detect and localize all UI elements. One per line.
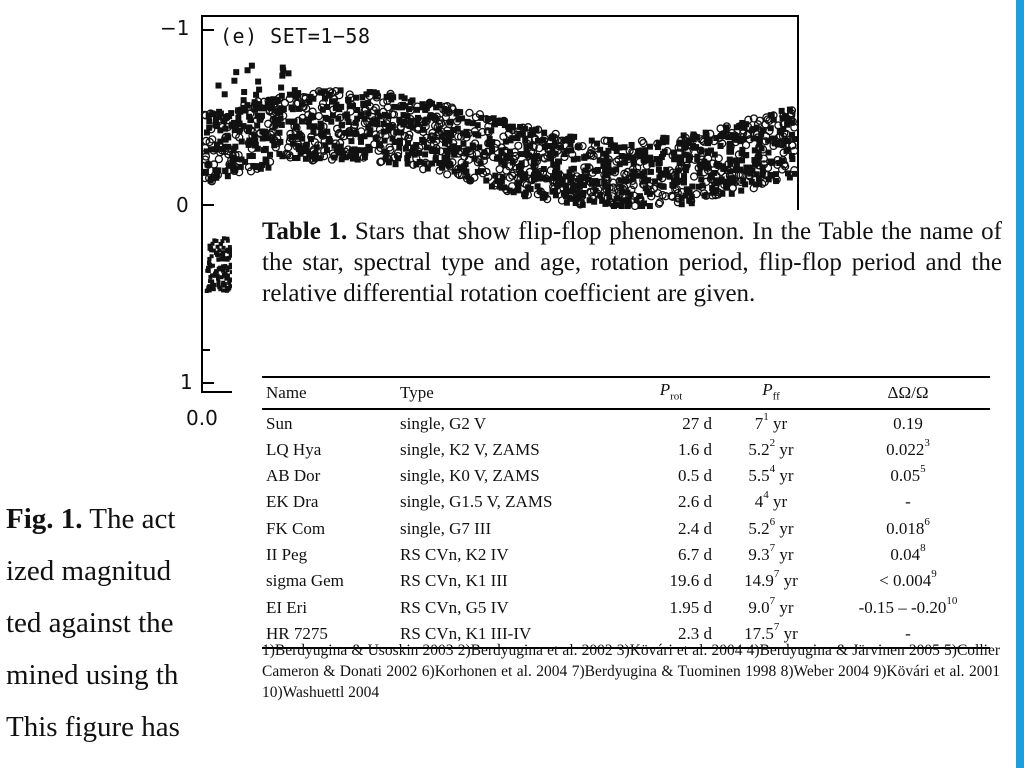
table-row <box>262 568 990 594</box>
cell-name: FK Com <box>266 518 326 538</box>
cell-prot: 19.6 d <box>669 571 712 591</box>
table-card <box>232 210 1016 768</box>
cell-prot: 0.5 d <box>678 466 712 486</box>
figure-caption-label: Fig. 1. <box>6 503 83 535</box>
cell-diff-rot: 0.19 <box>893 413 923 433</box>
cell-type: RS CVn, K1 III <box>400 571 508 591</box>
table-caption <box>262 216 1002 309</box>
panel-label: (e) SET=1−58 <box>220 24 371 48</box>
cell-type: RS CVn, K2 IV <box>400 545 509 565</box>
figure-caption-line: ized magnitud <box>6 555 172 587</box>
x-tick-label-0: 0.0 <box>186 406 218 430</box>
cell-prot: 27 d <box>682 413 712 433</box>
cell-diff-rot: 0.018$^6$ <box>886 515 930 538</box>
figure-caption-line: ted against the <box>6 607 174 639</box>
cell-type: single, G2 V <box>400 413 487 433</box>
table-header-row <box>262 377 990 409</box>
y-tick-label-1: 1 <box>180 370 193 394</box>
col-header-name: Name <box>262 377 396 409</box>
cell-type: single, G1.5 V, ZAMS <box>400 492 553 512</box>
cell-diff-rot: < $0.004^9$ <box>879 568 937 591</box>
table-caption-label: Table 1. <box>262 218 348 245</box>
cell-name: LQ Hya <box>266 439 322 459</box>
table-caption-text: Stars that show flip-flop phenomenon. In the Table the name of the star, spectral type and age, rotation period, flip-flop period and the relative differential rotation coefficient are given. <box>262 218 1002 307</box>
table-row <box>262 542 990 568</box>
cell-pff: $5.2^6$ yr <box>748 515 794 538</box>
cell-pff: $9.3^7$ yr <box>748 542 794 565</box>
table-row <box>262 489 990 515</box>
figure-caption-line: The act <box>82 503 176 535</box>
cell-prot: 1.6 d <box>678 439 712 459</box>
cell-prot: 2.4 d <box>678 518 712 538</box>
figure-caption <box>6 493 232 753</box>
cell-diff-rot: 0.04$^8$ <box>890 542 926 565</box>
cell-prot: 1.95 d <box>669 597 712 617</box>
cell-diff-rot: -0.15 – -0.20$^{10}$ <box>858 594 958 617</box>
cell-prot: 2.6 d <box>678 492 712 512</box>
cell-pff: 14.9$^7$ yr <box>744 568 798 591</box>
cell-pff: $5.5^4$ yr <box>748 463 794 486</box>
cell-name: II Peg <box>266 545 308 565</box>
cell-diff-rot: 0.05$^5$ <box>890 463 926 486</box>
col-header-diff-rot: ΔΩ/Ω <box>826 377 990 409</box>
figure-caption-line: This figure has <box>6 711 180 743</box>
cell-name: EK Dra <box>266 492 319 512</box>
col-header-type: Type <box>396 377 626 409</box>
cell-prot: 2.3 d <box>626 621 716 648</box>
table-references: 1)Berdyugina & Usoskin 2003 2)Berdyugina et al. 2002 3)Kövári et al. 2004 4)Berdyugina & Järvinen 2005 5)Collier Cameron & Donati 2002 6)Korhonen et al. 2004 7)Berdyugina & Tuominen 1998 8)Weber 2004 9)Kövári et al. 2001 10)Washuettl 2004 <box>262 642 1000 701</box>
flip-flop-stars-table <box>262 376 990 649</box>
table-body <box>262 409 990 648</box>
cell-name: HR 7275 <box>262 621 396 648</box>
cell-type: single, G7 III <box>400 518 492 538</box>
cell-name: Sun <box>266 413 293 433</box>
cell-type: single, K2 V, ZAMS <box>400 439 540 459</box>
table-row <box>262 594 990 620</box>
cell-prot: 6.7 d <box>678 545 712 565</box>
figure-caption-line: mined using th <box>6 659 179 691</box>
cell-diff-rot: - <box>826 621 990 648</box>
cell-pff: $5.2^2$ yr <box>748 436 794 459</box>
cell-diff-rot: - <box>905 492 911 512</box>
cell-type: RS CVn, K1 III-IV <box>396 621 626 648</box>
y-tick-label-minus1: −1 <box>160 16 190 40</box>
cell-diff-rot: 0.022$^3$ <box>886 436 930 459</box>
cell-pff: $4^4$ yr <box>754 489 788 512</box>
table-row <box>262 437 990 463</box>
cell-pff: 17.5$^7$ yr <box>716 621 826 648</box>
table-row <box>262 409 990 436</box>
col-header-prot: $P_{rot}$ <box>626 377 716 409</box>
cell-pff: $7^1$ yr <box>754 410 788 433</box>
cell-type: RS CVn, G5 IV <box>400 597 509 617</box>
cell-name: EI Eri <box>266 597 308 617</box>
cell-pff: $9.0^7$ yr <box>748 594 794 617</box>
col-header-pff: $P_{ff}$ <box>716 377 826 409</box>
cell-name: sigma Gem <box>266 571 344 591</box>
cell-name: AB Dor <box>266 466 321 486</box>
cell-type: single, K0 V, ZAMS <box>400 466 540 486</box>
table-row <box>262 463 990 489</box>
table-row <box>262 516 990 542</box>
y-tick-label-0: 0 <box>176 193 189 217</box>
